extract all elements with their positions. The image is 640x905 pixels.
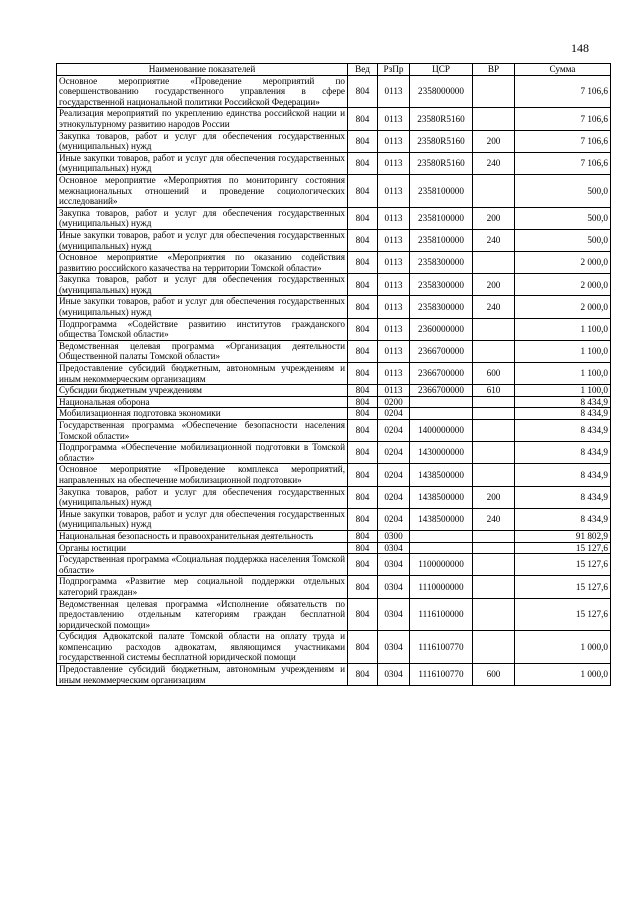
cell-rzpr: 0204 xyxy=(378,464,410,486)
cell-name: Иные закупки товаров, работ и услуг для обеспечения государственных (муниципальных) нужд xyxy=(57,508,348,530)
cell-rzpr: 0304 xyxy=(378,664,410,686)
cell-vr: 200 xyxy=(473,486,515,508)
cell-csr: 23580R5160 xyxy=(410,108,473,130)
cell-rzpr: 0113 xyxy=(378,296,410,318)
cell-rzpr: 0304 xyxy=(378,631,410,664)
cell-csr: 1400000000 xyxy=(410,420,473,442)
cell-csr: 1438500000 xyxy=(410,486,473,508)
table-row xyxy=(57,408,611,420)
table-row xyxy=(57,318,611,340)
cell-sum: 8 434,9 xyxy=(515,420,611,442)
table-row xyxy=(57,542,611,554)
cell-sum: 500,0 xyxy=(515,207,611,229)
cell-csr: 2360000000 xyxy=(410,318,473,340)
cell-csr: 1116100770 xyxy=(410,664,473,686)
cell-vr: 200 xyxy=(473,207,515,229)
cell-rzpr: 0304 xyxy=(378,542,410,554)
cell-rzpr: 0204 xyxy=(378,486,410,508)
table-row xyxy=(57,396,611,408)
cell-name: Субсидия Адвокатской палате Томской области на оплату труда и компенсацию расходов адвокатам, являющимся участниками государственной системы бесплатной юридической помощи xyxy=(57,631,348,664)
table-row xyxy=(57,420,611,442)
table-row xyxy=(57,486,611,508)
cell-rzpr: 0204 xyxy=(378,408,410,420)
cell-name: Мобилизационная подготовка экономики xyxy=(57,408,348,420)
cell-csr xyxy=(410,396,473,408)
cell-sum: 8 434,9 xyxy=(515,442,611,464)
cell-ved: 804 xyxy=(348,542,378,554)
cell-name: Подпрограмма «Обеспечение мобилизационной подготовки в Томской области» xyxy=(57,442,348,464)
cell-sum: 91 802,9 xyxy=(515,530,611,542)
table-row xyxy=(57,576,611,598)
cell-ved: 804 xyxy=(348,464,378,486)
cell-csr: 2366700000 xyxy=(410,340,473,362)
cell-rzpr: 0113 xyxy=(378,174,410,207)
table-row xyxy=(57,207,611,229)
table-row xyxy=(57,464,611,486)
cell-ved: 804 xyxy=(348,130,378,152)
table-row xyxy=(57,598,611,631)
cell-ved: 804 xyxy=(348,486,378,508)
cell-ved: 804 xyxy=(348,75,378,108)
budget-table xyxy=(56,63,611,686)
cell-csr: 1116100770 xyxy=(410,631,473,664)
cell-ved: 804 xyxy=(348,252,378,274)
header-sum: Сумма xyxy=(515,64,611,76)
header-csr: ЦСР xyxy=(410,64,473,76)
cell-name: Государственная программа «Социальная поддержка населения Томской области» xyxy=(57,554,348,576)
cell-rzpr: 0304 xyxy=(378,576,410,598)
table-row xyxy=(57,174,611,207)
cell-ved: 804 xyxy=(348,296,378,318)
cell-sum: 15 127,6 xyxy=(515,576,611,598)
cell-ved: 804 xyxy=(348,108,378,130)
cell-ved: 804 xyxy=(348,318,378,340)
table-row xyxy=(57,108,611,130)
cell-name: Государственная программа «Обеспечение безопасности населения Томской области» xyxy=(57,420,348,442)
cell-name: Национальная безопасность и правоохранительная деятельность xyxy=(57,530,348,542)
cell-name: Закупка товаров, работ и услуг для обеспечения государственных (муниципальных) нужд xyxy=(57,486,348,508)
table-row xyxy=(57,274,611,296)
table-row xyxy=(57,229,611,251)
cell-ved: 804 xyxy=(348,229,378,251)
cell-vr xyxy=(473,576,515,598)
cell-sum: 15 127,6 xyxy=(515,542,611,554)
cell-vr: 240 xyxy=(473,508,515,530)
cell-sum: 500,0 xyxy=(515,174,611,207)
cell-name: Основное мероприятие «Мероприятия по оказанию содействия развитию российского казачества на территории Томской области» xyxy=(57,252,348,274)
cell-name: Подпрограмма «Развитие мер социальной поддержки отдельных категорий граждан» xyxy=(57,576,348,598)
cell-csr: 23580R5160 xyxy=(410,130,473,152)
cell-rzpr: 0113 xyxy=(378,75,410,108)
cell-csr: 2358100000 xyxy=(410,174,473,207)
cell-rzpr: 0113 xyxy=(378,318,410,340)
cell-name: Реализация мероприятий по укреплению единства российской нации и этнокультурному развитию народов России xyxy=(57,108,348,130)
cell-sum: 8 434,9 xyxy=(515,508,611,530)
cell-vr xyxy=(473,340,515,362)
cell-vr xyxy=(473,420,515,442)
cell-rzpr: 0113 xyxy=(378,229,410,251)
cell-vr: 600 xyxy=(473,664,515,686)
cell-ved: 804 xyxy=(348,274,378,296)
cell-sum: 7 106,6 xyxy=(515,75,611,108)
cell-vr: 240 xyxy=(473,296,515,318)
cell-csr: 2366700000 xyxy=(410,363,473,385)
cell-vr xyxy=(473,396,515,408)
cell-vr xyxy=(473,252,515,274)
cell-rzpr: 0113 xyxy=(378,207,410,229)
cell-name: Ведомственная целевая программа «Исполнение обязательств по предоставлению отдельным категориям граждан бесплатной юридической помощи» xyxy=(57,598,348,631)
cell-ved: 804 xyxy=(348,207,378,229)
cell-csr: 2358000000 xyxy=(410,75,473,108)
table-row xyxy=(57,75,611,108)
table-row xyxy=(57,554,611,576)
cell-vr xyxy=(473,542,515,554)
cell-sum: 8 434,9 xyxy=(515,464,611,486)
cell-ved: 804 xyxy=(348,576,378,598)
cell-ved: 804 xyxy=(348,631,378,664)
cell-sum: 2 000,0 xyxy=(515,296,611,318)
cell-sum: 1 100,0 xyxy=(515,385,611,397)
cell-ved: 804 xyxy=(348,598,378,631)
table-row xyxy=(57,508,611,530)
cell-name: Предоставление субсидий бюджетным, автономным учреждениям и иным некоммерческим организациям xyxy=(57,664,348,686)
header-ved: Вед xyxy=(348,64,378,76)
cell-rzpr: 0113 xyxy=(378,108,410,130)
cell-csr xyxy=(410,542,473,554)
cell-csr: 1100000000 xyxy=(410,554,473,576)
cell-sum: 2 000,0 xyxy=(515,274,611,296)
cell-vr: 240 xyxy=(473,229,515,251)
cell-csr: 1116100000 xyxy=(410,598,473,631)
table-row xyxy=(57,340,611,362)
cell-vr xyxy=(473,442,515,464)
cell-csr: 2358100000 xyxy=(410,229,473,251)
cell-vr: 610 xyxy=(473,385,515,397)
table-row xyxy=(57,631,611,664)
table-row xyxy=(57,530,611,542)
header-name: Наименование показателей xyxy=(57,64,348,76)
cell-vr xyxy=(473,554,515,576)
table-row xyxy=(57,664,611,686)
table-row xyxy=(57,385,611,397)
table-header-row xyxy=(57,64,611,76)
cell-rzpr: 0204 xyxy=(378,508,410,530)
cell-sum: 7 106,6 xyxy=(515,130,611,152)
cell-rzpr: 0113 xyxy=(378,152,410,174)
cell-csr: 1430000000 xyxy=(410,442,473,464)
cell-sum: 8 434,9 xyxy=(515,486,611,508)
cell-vr: 240 xyxy=(473,152,515,174)
cell-name: Ведомственная целевая программа «Организация деятельности Общественной палаты Томской области» xyxy=(57,340,348,362)
table-row xyxy=(57,363,611,385)
cell-csr: 2366700000 xyxy=(410,385,473,397)
cell-vr xyxy=(473,75,515,108)
cell-vr xyxy=(473,174,515,207)
cell-ved: 804 xyxy=(348,152,378,174)
cell-sum: 15 127,6 xyxy=(515,554,611,576)
cell-csr xyxy=(410,408,473,420)
table-body xyxy=(57,75,611,686)
cell-rzpr: 0113 xyxy=(378,252,410,274)
cell-csr: 1110000000 xyxy=(410,576,473,598)
table-row xyxy=(57,152,611,174)
cell-vr xyxy=(473,408,515,420)
cell-name: Национальная оборона xyxy=(57,396,348,408)
cell-csr: 2358300000 xyxy=(410,274,473,296)
cell-name: Подпрограмма «Содействие развитию институтов гражданского общества Томской области» xyxy=(57,318,348,340)
cell-sum: 15 127,6 xyxy=(515,598,611,631)
cell-name: Иные закупки товаров, работ и услуг для обеспечения государственных (муниципальных) нужд xyxy=(57,296,348,318)
cell-csr: 23580R5160 xyxy=(410,152,473,174)
cell-rzpr: 0113 xyxy=(378,274,410,296)
cell-sum: 1 100,0 xyxy=(515,318,611,340)
cell-sum: 7 106,6 xyxy=(515,152,611,174)
cell-rzpr: 0304 xyxy=(378,598,410,631)
page-number: 148 xyxy=(571,41,589,55)
cell-name: Основное мероприятие «Мероприятия по мониторингу состояния межнациональных отношений и проведение социологических исследований» xyxy=(57,174,348,207)
cell-vr xyxy=(473,530,515,542)
table-row xyxy=(57,296,611,318)
cell-ved: 804 xyxy=(348,664,378,686)
cell-sum: 7 106,6 xyxy=(515,108,611,130)
cell-name: Предоставление субсидий бюджетным, автономным учреждениям и иным некоммерческим организациям xyxy=(57,363,348,385)
cell-rzpr: 0113 xyxy=(378,363,410,385)
cell-sum: 8 434,9 xyxy=(515,396,611,408)
cell-ved: 804 xyxy=(348,530,378,542)
cell-name: Основное мероприятие «Проведение комплекса мероприятий, направленных на обеспечение мобилизационной подготовки» xyxy=(57,464,348,486)
cell-sum: 1 000,0 xyxy=(515,664,611,686)
cell-vr xyxy=(473,108,515,130)
cell-ved: 804 xyxy=(348,508,378,530)
cell-csr: 1438500000 xyxy=(410,508,473,530)
cell-csr: 2358300000 xyxy=(410,252,473,274)
cell-rzpr: 0113 xyxy=(378,130,410,152)
cell-ved: 804 xyxy=(348,385,378,397)
cell-vr: 600 xyxy=(473,363,515,385)
cell-sum: 1 100,0 xyxy=(515,363,611,385)
cell-sum: 1 000,0 xyxy=(515,631,611,664)
cell-csr: 1438500000 xyxy=(410,464,473,486)
cell-ved: 804 xyxy=(348,363,378,385)
header-rzpr: РзПр xyxy=(378,64,410,76)
cell-name: Органы юстиции xyxy=(57,542,348,554)
table-row xyxy=(57,130,611,152)
cell-csr: 2358100000 xyxy=(410,207,473,229)
cell-rzpr: 0304 xyxy=(378,554,410,576)
cell-name: Иные закупки товаров, работ и услуг для обеспечения государственных (муниципальных) нужд xyxy=(57,229,348,251)
cell-rzpr: 0113 xyxy=(378,340,410,362)
cell-ved: 804 xyxy=(348,396,378,408)
cell-sum: 500,0 xyxy=(515,229,611,251)
cell-rzpr: 0204 xyxy=(378,420,410,442)
cell-sum: 1 100,0 xyxy=(515,340,611,362)
cell-ved: 804 xyxy=(348,420,378,442)
cell-name: Закупка товаров, работ и услуг для обеспечения государственных (муниципальных) нужд xyxy=(57,207,348,229)
cell-csr: 2358300000 xyxy=(410,296,473,318)
cell-ved: 804 xyxy=(348,442,378,464)
cell-name: Субсидии бюджетным учреждениям xyxy=(57,385,348,397)
cell-name: Закупка товаров, работ и услуг для обеспечения государственных (муниципальных) нужд xyxy=(57,130,348,152)
header-vr: ВР xyxy=(473,64,515,76)
cell-name: Иные закупки товаров, работ и услуг для обеспечения государственных (муниципальных) нужд xyxy=(57,152,348,174)
cell-vr: 200 xyxy=(473,274,515,296)
table-row xyxy=(57,252,611,274)
cell-ved: 804 xyxy=(348,340,378,362)
cell-sum: 8 434,9 xyxy=(515,408,611,420)
cell-rzpr: 0200 xyxy=(378,396,410,408)
cell-vr xyxy=(473,318,515,340)
cell-rzpr: 0300 xyxy=(378,530,410,542)
cell-ved: 804 xyxy=(348,554,378,576)
cell-sum: 2 000,0 xyxy=(515,252,611,274)
cell-csr xyxy=(410,530,473,542)
cell-ved: 804 xyxy=(348,174,378,207)
cell-rzpr: 0113 xyxy=(378,385,410,397)
cell-ved: 804 xyxy=(348,408,378,420)
cell-vr xyxy=(473,631,515,664)
cell-name: Основное мероприятие «Проведение мероприятий по совершенствованию государственного управления в сфере государственной национальной политики Российской Федерации» xyxy=(57,75,348,108)
table-row xyxy=(57,442,611,464)
cell-rzpr: 0204 xyxy=(378,442,410,464)
cell-vr: 200 xyxy=(473,130,515,152)
cell-vr xyxy=(473,598,515,631)
cell-name: Закупка товаров, работ и услуг для обеспечения государственных (муниципальных) нужд xyxy=(57,274,348,296)
cell-vr xyxy=(473,464,515,486)
